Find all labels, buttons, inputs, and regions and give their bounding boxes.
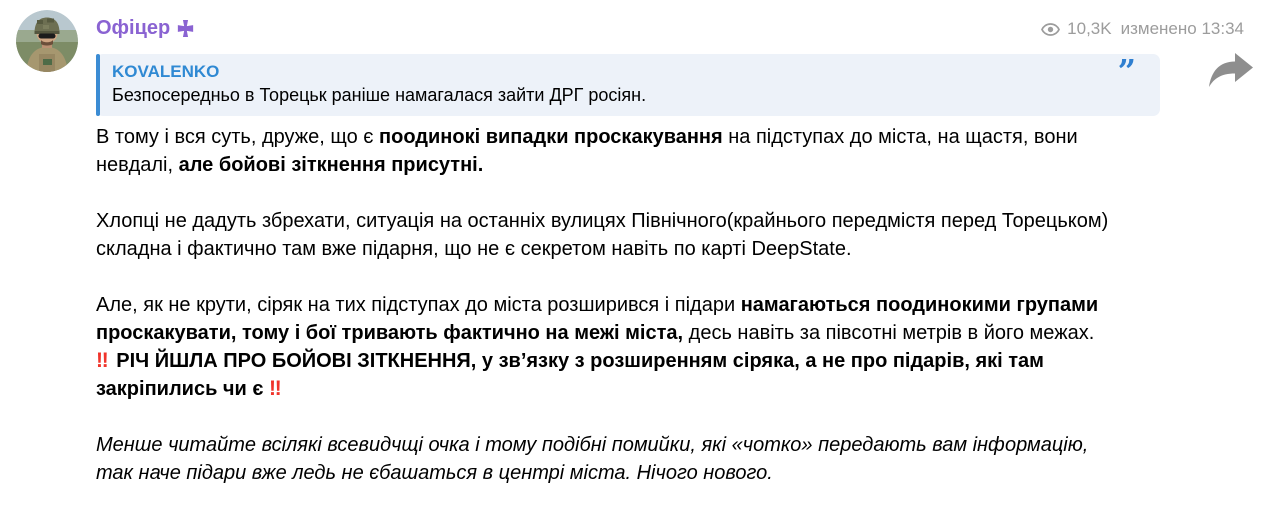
views-count: 10,3K — [1067, 19, 1112, 38]
share-arrow-icon[interactable] — [1208, 52, 1254, 90]
message-text-segment: Менше читайте всілякі всевидчщі очка і тому подібні помийки, які «чотко» передають вам інформацію, так наче підари вже ледь не єбашаться в центрі міста. Нічого нового. — [96, 434, 1089, 484]
message-paragraph — [96, 207, 1116, 263]
message-paragraph — [96, 123, 1116, 179]
message-body — [96, 123, 1116, 487]
message-text-segment: на підступах до міста, на щастя, вони невдалі, — [96, 126, 1078, 176]
message-text-segment: Але, як не крути, сіряк на тих підступах до міста розширився і підари — [96, 294, 741, 316]
quote-text: Безпосередньо в Торецьк раніше намагалася зайти ДРГ росіян. — [112, 85, 647, 105]
channel-avatar[interactable] — [16, 10, 78, 72]
quoted-message[interactable] — [96, 54, 1160, 116]
channel-header — [96, 15, 194, 41]
message-paragraph — [96, 291, 1116, 347]
double-exclamation-emoji: ‼ — [96, 349, 111, 372]
eye-icon — [1041, 23, 1060, 36]
message-text-segment: РІЧ ЙШЛА ПРО БОЙОВІ ЗІТКНЕННЯ, у зв’язку з розширенням сіряка, а не про підарів, які там закріпились чи є — [96, 350, 1044, 400]
message-paragraph — [96, 431, 1116, 487]
soldier-avatar-image — [16, 10, 78, 72]
message-text-segment: В тому і вся суть, друже, що є — [96, 126, 380, 148]
message-text-segment: Хлопці не дадуть збрехати, ситуація на останніх вулицях Північного(крайнього передмістя перед Торецьком) складна і фактично там вже підарня, що не є секретом навіть по карті DeepState. — [96, 210, 1109, 260]
quote-icon: ” — [1117, 52, 1136, 90]
edited-timestamp: изменено 13:34 — [1120, 19, 1244, 38]
channel-name[interactable]: Офіцер — [96, 17, 171, 39]
message-text-segment: десь навіть за півсотні метрів в його межах. — [683, 322, 1095, 344]
message-meta — [1041, 17, 1244, 41]
message-text-segment: поодинокі випадки проскакування — [379, 126, 723, 148]
message-text-segment: намагаються поодинокими групами проскакувати, тому і бої тривають фактично на межі міста, — [96, 294, 1099, 344]
double-exclamation-emoji: ‼ — [269, 377, 284, 400]
message-text-segment: але бойові зіткнення присутні. — [178, 154, 484, 176]
cross-badge-icon — [177, 20, 194, 37]
message-paragraph — [96, 347, 1116, 403]
quote-author[interactable]: KOVALENKO — [112, 62, 220, 81]
